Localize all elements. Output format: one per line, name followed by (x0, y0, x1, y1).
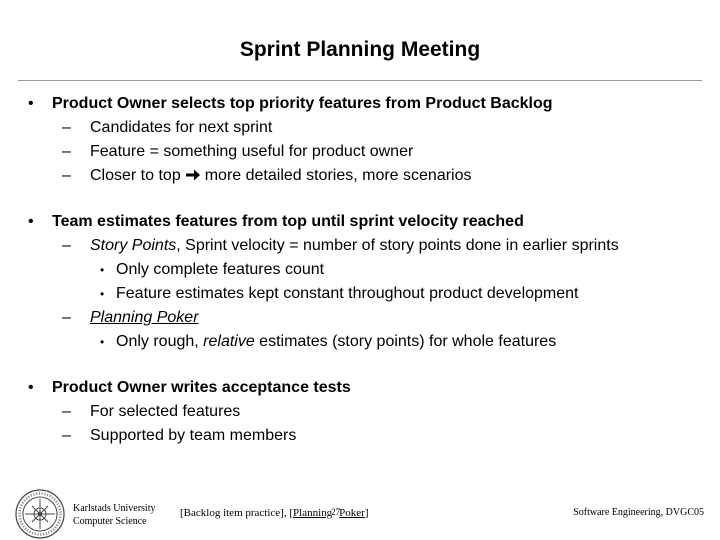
right-arrow-icon (185, 168, 201, 182)
course-name: Software Engineering, DVGC05 (573, 507, 704, 518)
dash: – (62, 309, 71, 326)
section-2-subsub-1 (100, 260, 324, 280)
section-2-subsub-3 (100, 332, 556, 352)
refs-text: [Backlog item practice], [ (180, 507, 294, 519)
subbullet: • (100, 263, 105, 277)
dash: – (62, 237, 71, 254)
subsub-text: Only complete features count (116, 261, 325, 278)
title-divider (18, 80, 702, 81)
bullet-1: • (28, 95, 34, 112)
sub-text-after-arrow: more detailed stories, more scenarios (204, 167, 472, 184)
subsub-text-after: estimates (story points) for whole features (254, 333, 557, 350)
sub-text-before-arrow: Closer to top (90, 167, 181, 184)
section-1-sub-1 (62, 118, 272, 138)
planning-link[interactable]: Planning (293, 507, 333, 519)
dash: – (62, 143, 71, 160)
page-number: 27 (331, 507, 341, 517)
story-points-term: Story Points (90, 237, 177, 254)
slide-title: Sprint Planning Meeting (239, 38, 481, 61)
bullet-2: • (28, 213, 34, 230)
subbullet: • (100, 287, 105, 301)
poker-link[interactable]: Poker (339, 507, 365, 519)
dash: – (62, 119, 71, 136)
planning-poker-link[interactable]: Planning Poker (90, 309, 199, 326)
university-name: Karlstads University (73, 503, 156, 514)
sub-text: For selected features (90, 403, 241, 420)
sub-text: , Sprint velocity = number of story points done in earlier sprints (176, 237, 619, 254)
section-3-heading: Product Owner writes acceptance tests (52, 379, 351, 396)
section-1-sub-2 (62, 142, 413, 162)
section-2-sub-1 (62, 236, 619, 256)
bullet-3: • (28, 379, 34, 396)
section-3-sub-1 (62, 402, 240, 422)
subbullet: • (100, 335, 105, 349)
subsub-text: Feature estimates kept constant throughout product development (116, 285, 579, 302)
subsub-text-before: Only rough, (116, 333, 204, 350)
dash: – (62, 403, 71, 420)
sub-text: Feature = something useful for product owner (90, 143, 414, 160)
relative-term: relative (203, 333, 255, 350)
department-name: Computer Science (73, 516, 147, 527)
section-2-heading: Team estimates features from top until sprint velocity reached (52, 213, 524, 230)
dash: – (62, 167, 71, 184)
footer-references (180, 507, 368, 519)
section-1-heading: Product Owner selects top priority features from Product Backlog (52, 95, 553, 112)
section-2-sub-2 (62, 308, 199, 328)
sub-text: Supported by team members (90, 427, 297, 444)
section-2-subsub-2 (100, 284, 579, 304)
university-seal-logo (14, 488, 66, 540)
section-3-sub-2 (62, 426, 296, 446)
dash: – (62, 427, 71, 444)
section-1-sub-3 (62, 166, 472, 186)
sub-text: Candidates for next sprint (90, 119, 273, 136)
refs-end: ] (364, 507, 369, 519)
